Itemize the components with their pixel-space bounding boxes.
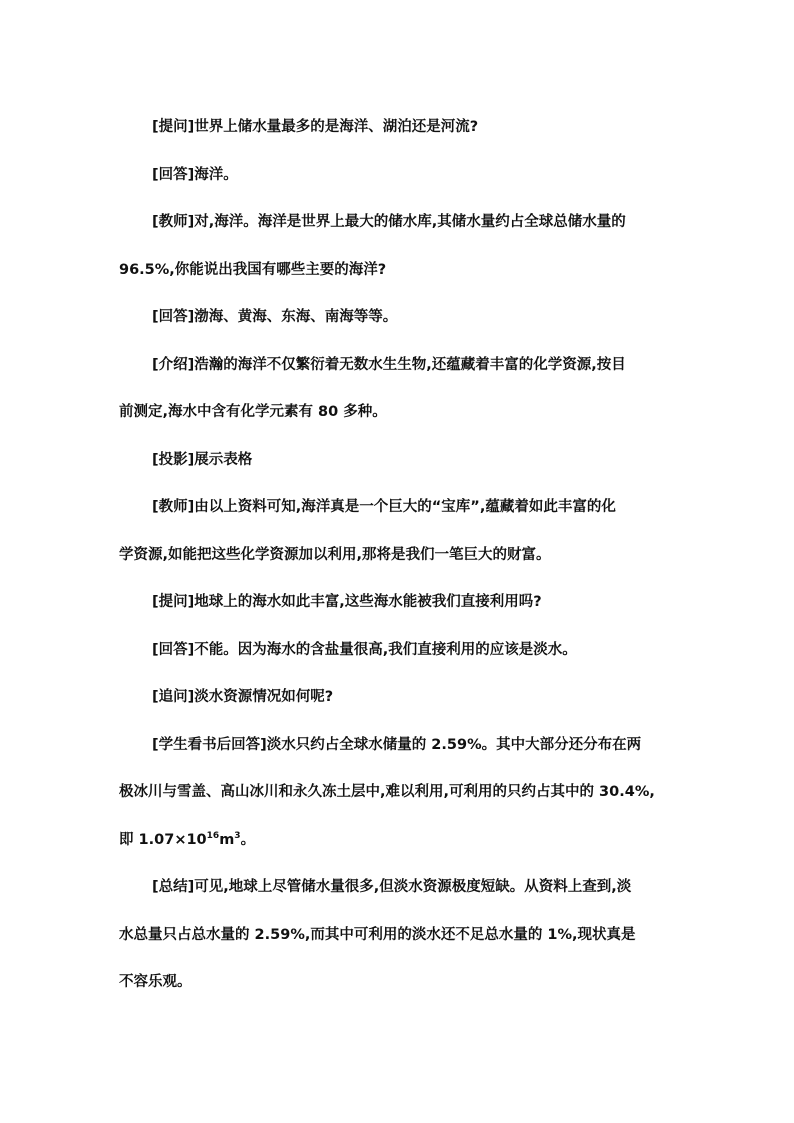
paragraph-projection (119, 437, 679, 485)
text-line: 极冰川与雪盖、高山冰川和永久冻土层中,难以利用,可利用的只约占其中的 30.4%, (119, 784, 655, 800)
paragraph-summary (119, 864, 679, 1007)
text-line: [回答]不能。因为海水的含盐量很高,我们直接利用的应该是淡水。 (152, 641, 577, 658)
text-line: [教师]对,海洋。海洋是世界上最大的储水库,其储水量约占全球总储水量的 (152, 214, 626, 230)
text-line: 水总量只占总水量的 2.59%,而其中可利用的淡水还不足总水量的 1%,现状真是 (119, 926, 636, 943)
paragraph-student-answer (119, 722, 679, 865)
text-line: [投影]展示表格 (152, 451, 253, 468)
text-line: [总结]可见,地球上尽管储水量很多,但淡水资源极度短缺。从资料上查到,淡 (152, 879, 632, 895)
paragraph-introduction (119, 342, 679, 437)
text-line: [介绍]浩瀚的海洋不仅繁衍着无数水生生物,还蕴藏着丰富的化学资源,按目 (152, 356, 626, 373)
paragraph-teacher-1 (119, 199, 679, 294)
formula-suffix: 。 (240, 831, 256, 848)
text-line: 学资源,如能把这些化学资源加以利用,那将是我们一笔巨大的财富。 (119, 546, 551, 563)
document-body (119, 104, 679, 1007)
formula-prefix: 即 1.07×10 (119, 831, 207, 848)
paragraph-answer-2 (119, 294, 679, 342)
text-line: [追问]淡水资源情况如何呢? (152, 689, 334, 705)
formula-unit: m (219, 831, 235, 848)
paragraph-question-1 (119, 104, 679, 152)
paragraph-teacher-2 (119, 484, 679, 579)
text-line: 96.5%,你能说出我国有哪些主要的海洋? (119, 261, 387, 278)
formula-unit-exponent: 3 (234, 830, 241, 841)
paragraph-answer-1 (119, 152, 679, 200)
formula-exponent: 16 (206, 830, 220, 841)
paragraph-follow-up-question (119, 674, 679, 722)
text-line: [学生看书后回答]淡水只约占全球水储量的 2.59%。其中大部分还分布在两 (152, 736, 642, 753)
text-line: [教师]由以上资料可知,海洋真是一个巨大的“宝库”,蕴藏着如此丰富的化 (152, 499, 616, 515)
paragraph-answer-3 (119, 627, 679, 675)
text-line: [回答]海洋。 (152, 166, 238, 183)
text-line: 前测定,海水中含有化学元素有 80 多种。 (119, 404, 387, 420)
paragraph-question-2 (119, 579, 679, 627)
text-line: [提问]地球上的海水如此丰富,这些海水能被我们直接利用吗? (152, 594, 542, 610)
text-line: [回答]渤海、黄海、东海、南海等等。 (152, 309, 398, 325)
text-line: 不容乐观。 (119, 974, 192, 990)
text-line: [提问]世界上储水量最多的是海洋、湖泊还是河流? (152, 119, 479, 135)
formula-line (119, 817, 679, 865)
